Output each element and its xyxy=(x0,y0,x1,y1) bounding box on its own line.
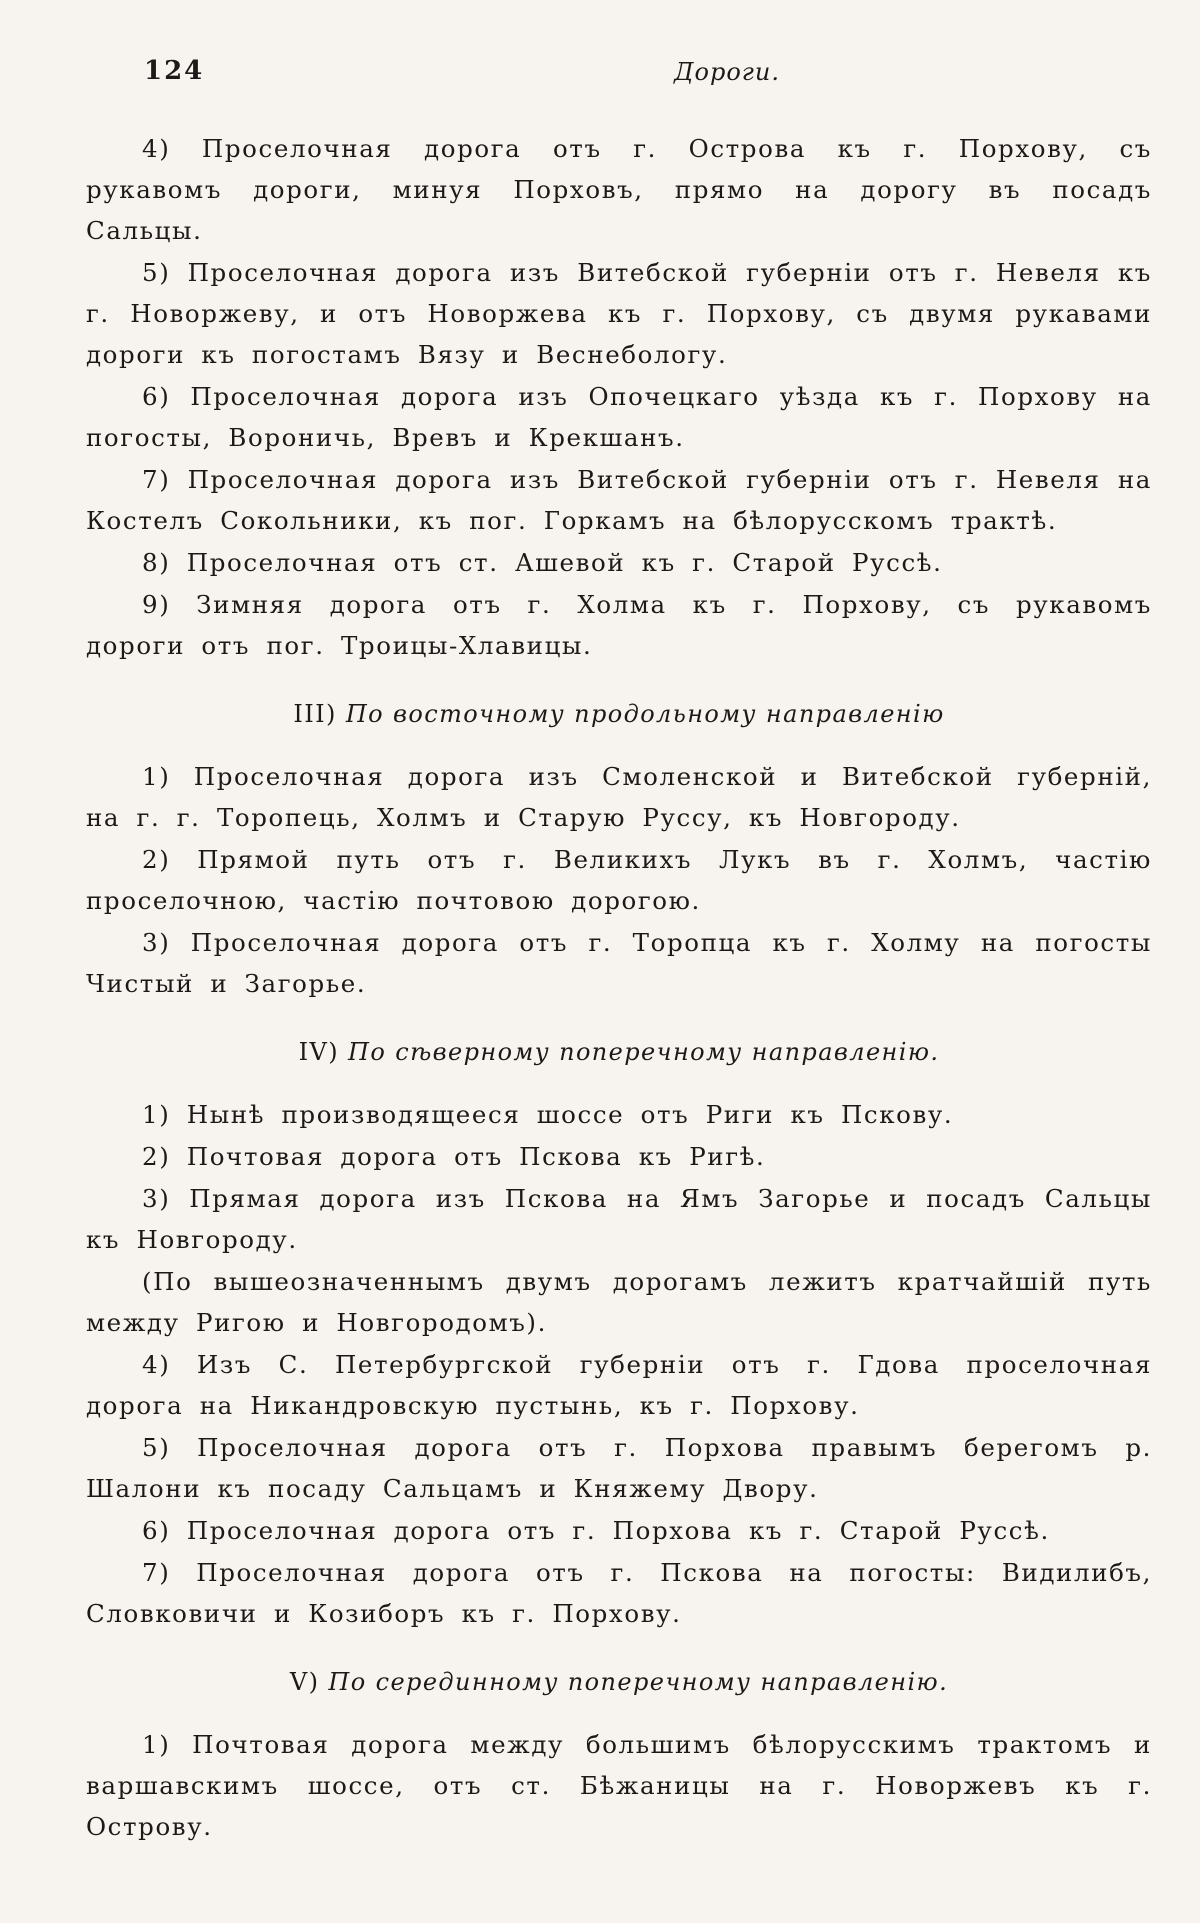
road-item: 5) Проселочная дорога изъ Витебской губерніи отъ г. Невеля къ г. Новоржеву, и отъ Новоржева къ г. Порхову, съ двумя рукавами дороги къ погостамъ Вязу и Веснебологу. xyxy=(86,258,1152,369)
road-item: 1) Проселочная дорога изъ Смоленской и Витебской губерній, на г. г. Торопець, Холмъ и Старую Руссу, къ Новгороду. xyxy=(86,762,1152,832)
section-number: III) xyxy=(293,700,337,728)
page-header xyxy=(86,56,1152,104)
road-item: 5) Проселочная дорога отъ г. Порхова правымъ берегомъ р. Шалони къ посаду Сальцамъ и Княжему Двору. xyxy=(86,1433,1152,1503)
road-item: 2) Почтовая дорога отъ Пскова къ Ригѣ. xyxy=(142,1142,766,1171)
road-item: 3) Проселочная дорога отъ г. Торопца къ г. Холму на погосты Чистый и Загорье. xyxy=(86,928,1152,998)
section-number: V) xyxy=(289,1668,320,1696)
section-title: По сѣверному поперечному направленію. xyxy=(348,1038,940,1066)
road-item: 6) Проселочная дорога изъ Опочецкаго уѣзда къ г. Порхову на погосты, Вороничь, Вревъ и Крекшанъ. xyxy=(86,382,1152,452)
section-heading-iv xyxy=(86,1032,1152,1072)
section-title: По восточному продольному направленію xyxy=(345,700,945,728)
road-item: 3) Прямая дорога изъ Пскова на Ямъ Загорье и посадъ Сальцы къ Новгороду. xyxy=(86,1184,1152,1254)
section-heading-v xyxy=(86,1662,1152,1702)
section-heading-iii xyxy=(86,694,1152,734)
road-item: 7) Проселочная дорога изъ Витебской губерніи отъ г. Невеля на Костелъ Сокольники, къ пог. Горкамъ на бѣлорусскомъ трактѣ. xyxy=(86,465,1152,535)
road-item: 1) Нынѣ производящееся шоссе отъ Риги къ Пскову. xyxy=(142,1100,954,1129)
road-item: 8) Проселочная отъ ст. Ашевой къ г. Старой Руссѣ. xyxy=(142,548,943,577)
road-item: 6) Проселочная дорога отъ г. Порхова къ г. Старой Руссѣ. xyxy=(142,1516,1050,1545)
road-item: 7) Проселочная дорога отъ г. Пскова на погосты: Видилибъ, Словковичи и Козиборъ къ г. Порхову. xyxy=(86,1558,1152,1628)
road-note: (По вышеозначеннымъ двумъ дорогамъ лежитъ кратчайшій путь между Ригою и Новгородомъ). xyxy=(86,1267,1152,1337)
section-title: По серединному поперечному направленію. xyxy=(328,1668,949,1696)
road-item: 9) Зимняя дорога отъ г. Холма къ г. Порхову, съ рукавомъ дороги отъ пог. Троицы-Хлавицы. xyxy=(86,590,1152,660)
page-body xyxy=(86,128,1152,1847)
running-head: Дороги. xyxy=(674,58,780,86)
page-number: 124 xyxy=(144,56,205,86)
road-item: 4) Изъ С. Петербургской губерніи отъ г. Гдова проселочная дорога на Никандровскую пустынь, къ г. Порхову. xyxy=(86,1350,1152,1420)
section-number: IV) xyxy=(298,1038,339,1066)
road-item: 2) Прямой путь отъ г. Великихъ Лукъ въ г. Холмъ, частію проселочною, частію почтовою дорогою. xyxy=(86,845,1152,915)
road-item: 4) Проселочная дорога отъ г. Острова къ г. Порхову, съ рукавомъ дороги, минуя Порховъ, прямо на дорогу въ посадъ Сальцы. xyxy=(86,134,1152,245)
road-item: 1) Почтовая дорога между большимъ бѣлорусскимъ трактомъ и варшавскимъ шоссе, отъ ст. Бѣжаницы на г. Новоржевъ къ г. Острову. xyxy=(86,1730,1152,1841)
